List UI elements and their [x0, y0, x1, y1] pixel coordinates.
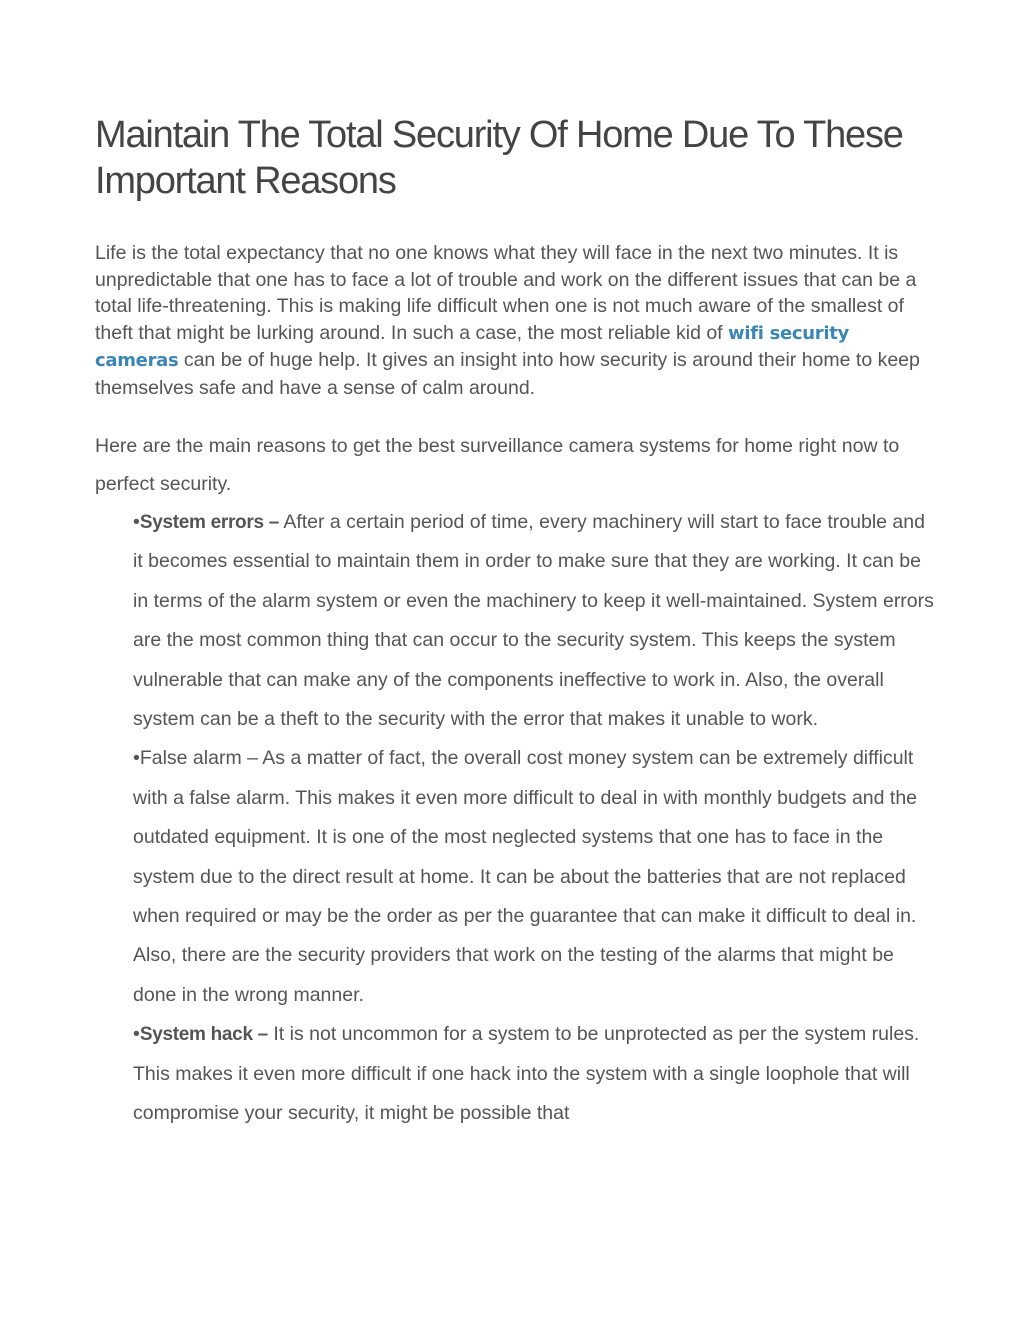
list-item-false-alarm	[133, 739, 935, 1015]
item-text: It is not uncommon for a system to be unprotected as per the system rules. This makes it even more difficult if one hack into the system with a single loophole that will compromise your security, it might be possible that	[133, 1023, 920, 1125]
item-term: System errors –	[139, 512, 279, 533]
reasons-list	[95, 503, 935, 1134]
bullet: •	[133, 747, 140, 770]
item-term: System hack –	[139, 1024, 268, 1046]
intro-text-after-link: can be of huge help. It gives an insight into how security is around their home to keep themselves safe and have a sense of calm around.	[95, 349, 920, 399]
document-page	[95, 112, 935, 1134]
intro-paragraph	[95, 240, 935, 401]
item-text: As a matter of fact, the overall cost money system can be extremely difficult with a false alarm. This makes it even more difficult to deal in with monthly budgets and the outdated equipment. It is one of the most neglected systems that one has to face in the system due to the direct result at home. It can be about the batteries that are not replaced when required or may be the order as per the guarantee that can make it difficult to deal in. Also, there are the security providers that work on the testing of the alarms that might be done in the wrong manner.	[133, 747, 918, 1006]
bullet: •	[133, 1023, 140, 1046]
wifi-security-cameras-link[interactable]: wifi security cameras	[95, 322, 849, 371]
page-title: Maintain The Total Security Of Home Due To These Important Reasons	[95, 114, 903, 202]
list-item-system-hack	[133, 1015, 935, 1133]
item-term: False alarm –	[139, 747, 258, 770]
item-text: After a certain period of time, every machinery will start to face trouble and it becomes essential to maintain them in order to make sure that they are working. It can be in terms of the alarm system or even the machinery to keep it well-maintained. System errors are the most common thing that can occur to the security system. This keeps the system vulnerable that can make any of the components ineffective to work in. Also, the overall system can be a theft to the security with the error that makes it unable to work.	[133, 511, 934, 731]
bullet: •	[133, 511, 140, 533]
list-item-system-errors	[133, 503, 935, 739]
reasons-lead-paragraph: Here are the main reasons to get the best surveillance camera systems for home right now to perfect security.	[95, 435, 900, 495]
intro-text-before-link: Life is the total expectancy that no one knows what they will face in the next two minutes. It is unpredictable that one has to face a lot of trouble and work on the different issues that can be a total life-threatening. This is making life difficult when one is not much aware of the smallest of theft that might be lurking around. In such a case, the most reliable kid of	[95, 242, 917, 344]
